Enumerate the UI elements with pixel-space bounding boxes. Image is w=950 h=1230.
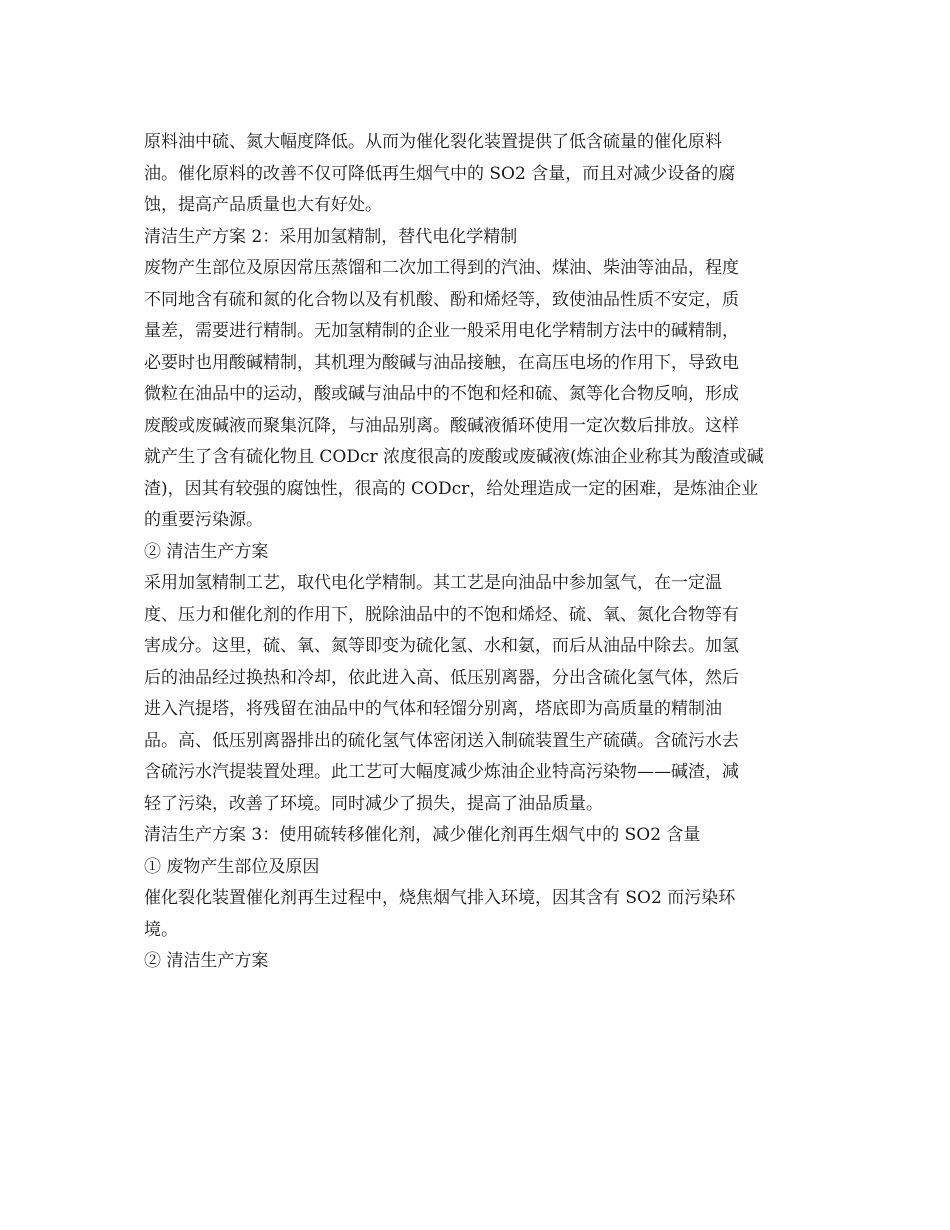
text-line: 进入汽提塔，将残留在油品中的气体和轻馏分别离，塔底即为高质量的精制油 (144, 699, 722, 719)
text-line: 害成分。这里，硫、氧、氮等即变为硫化氢、水和氨，而后从油品中除去。加氢 (144, 636, 739, 656)
text-line: 蚀，提高产品质量也大有好处。 (144, 195, 382, 215)
text-line: 催化裂化装置催化剂再生过程中，烧焦烟气排入环境，因其含有 SO2 而污染环 (144, 888, 736, 908)
text-line: 后的油品经过换热和冷却，依此进入高、低压别离器，分出含硫化氢气体，然后 (144, 667, 739, 688)
text-line: 的重要污染源。 (144, 510, 263, 530)
text-line: 微粒在油品中的运动，酸或碱与油品中的不饱和烃和硫、氮等化合物反响，形成 (144, 384, 739, 404)
text-line: 含硫污水汽提装置处理。此工艺可大幅度减少炼油企业特高污染物——碱渣，减 (144, 762, 739, 782)
section-heading: 清洁生产方案 3：使用硫转移催化剂，减少催化剂再生烟气中的 SO2 含量 (144, 825, 701, 845)
text-line: 油。催化原料的改善不仅可降低再生烟气中的 SO2 含量，而且对减少设备的腐 (144, 163, 736, 184)
text-line: 境。 (144, 919, 178, 940)
text-line: 量差，需要进行精制。无加氢精制的企业一般采用电化学精制方法中的碱精制， (144, 321, 739, 341)
text-line: 废物产生部位及原因常压蒸馏和二次加工得到的汽油、煤油、柴油等油品，程度 (144, 258, 739, 278)
text-line: 不同地含有硫和氮的化合物以及有机酸、酚和烯烃等，致使油品性质不安定，质 (144, 289, 739, 310)
section-heading: 清洁生产方案 2：采用加氢精制，替代电化学精制 (144, 226, 518, 247)
document-body (144, 127, 809, 978)
text-line: 轻了污染，改善了环境。同时减少了损失，提高了油品质量。 (144, 793, 603, 814)
text-line: 度、压力和催化剂的作用下，脱除油品中的不饱和烯烃、硫、氧、氮化合物等有 (144, 604, 739, 625)
text-line: 品。高、低压别离器排出的硫化氢气体密闭送入制硫装置生产硫磺。含硫污水去 (144, 730, 739, 751)
text-line: 采用加氢精制工艺，取代电化学精制。其工艺是向油品中参加氢气，在一定温 (144, 573, 722, 593)
subsection-heading: ① 废物产生部位及原因 (144, 856, 320, 877)
text-line: 必要时也用酸碱精制，其机理为酸碱与油品接触，在高压电场的作用下，导致电 (144, 352, 739, 373)
subsection-heading: ② 清洁生产方案 (144, 541, 269, 562)
text-line: 渣)，因其有较强的腐蚀性，很高的 CODcr，给处理造成一定的困难，是炼油企业 (144, 478, 759, 499)
text-line: 废酸或废碱液而聚集沉降，与油品别离。酸碱液循环使用一定次数后排放。这样 (144, 415, 739, 436)
text-line: 原料油中硫、氮大幅度降低。从而为催化裂化装置提供了低含硫量的催化原料 (144, 132, 722, 152)
text-line: 就产生了含有硫化物且 CODcr 浓度很高的废酸或废碱液(炼油企业称其为酸渣或碱 (144, 447, 764, 467)
subsection-heading: ② 清洁生产方案 (144, 951, 269, 971)
